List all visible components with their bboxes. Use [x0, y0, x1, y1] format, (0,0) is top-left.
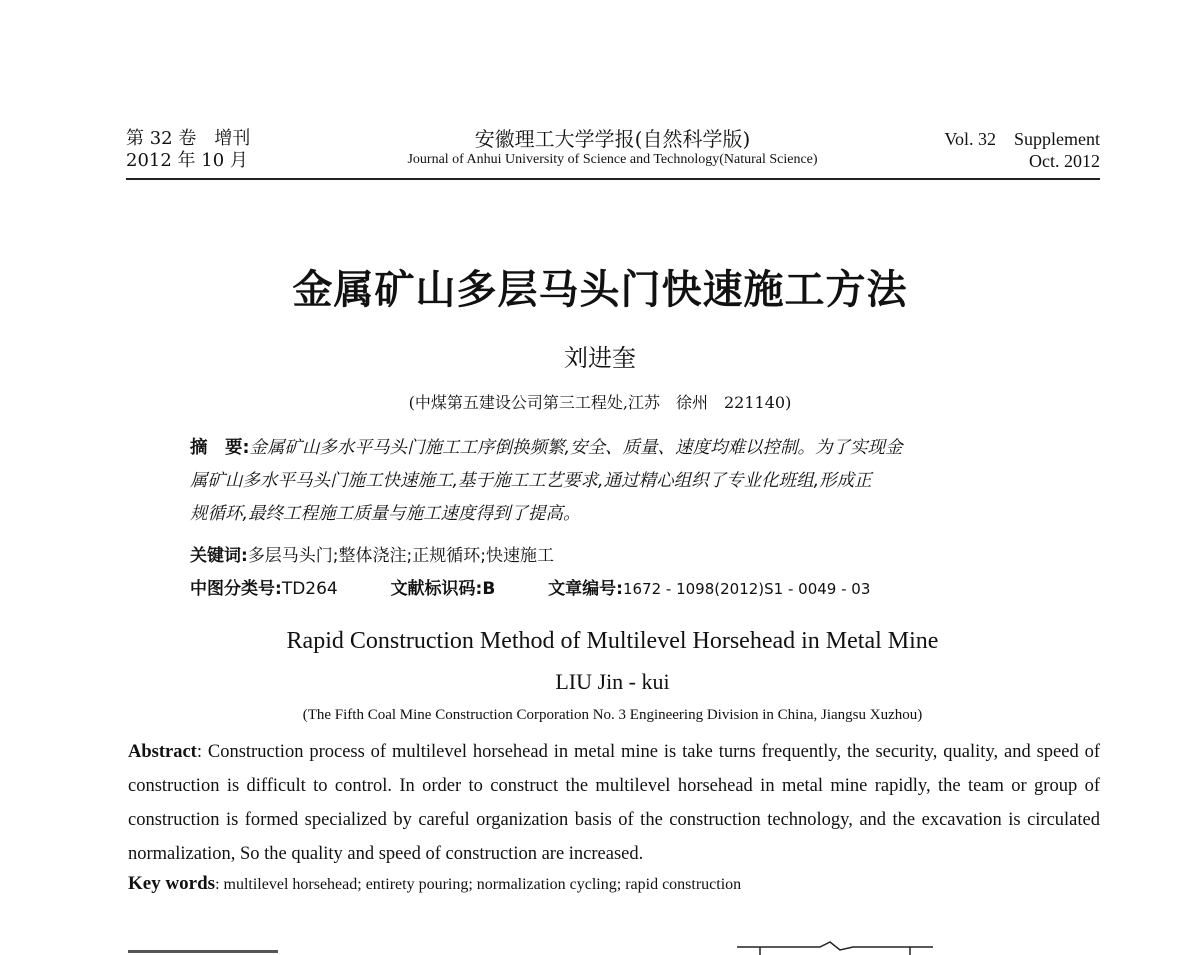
abstract-en-label: Abstract [128, 742, 197, 762]
clc-label: 中图分类号: [190, 579, 282, 599]
keywords-cn-label: 关键词: [190, 546, 248, 566]
keywords-en-label: Key words [128, 873, 216, 894]
volume-cn: 第 32 卷 增刊 [126, 128, 251, 149]
header-rule [126, 178, 1100, 180]
classification-line [190, 574, 870, 599]
doc-code-label: 文献标识码: [390, 579, 483, 599]
date-en: Oct. 2012 [1029, 151, 1100, 171]
keywords-en: Key words: multilevel horsehead; entirety pouring; normalization cycling; rapid construction [128, 873, 742, 894]
journal-title-en: Journal of Anhui University of Science and Technology(Natural Science) [407, 152, 818, 167]
abstract-cn-line-1: 摘 要:金属矿山多水平马头门施工工序倒换频繁,安全、质量、速度均难以控制。为了实现金 [190, 438, 903, 458]
article-number-value: 1672 - 1098(2012)S1 - 0049 - 03 [622, 580, 871, 598]
abstract-cn-label: 摘 要: [190, 438, 250, 458]
author-cn: 刘进奎 [564, 344, 636, 372]
affiliation-en: (The Fifth Coal Mine Construction Corporation No. 3 Engineering Division in China, Jiangsu Xuzhou) [302, 707, 923, 723]
cutoff-heading-fragment [128, 950, 278, 953]
abstract-en: Abstract: Construction process of multilevel horsehead in metal mine is take turns frequently, the security, quality, and speed of construction is difficult to control. In order to construct the multilevel horsehead in metal mine rapidly, the team or group of construction is formed specialized by careful organization basis of the construction technology, and the excavation is circulated normalization, So the quality and speed of construction are increased. [128, 742, 1100, 864]
affiliation-cn: (中煤第五建设公司第三工程处,江苏 徐州 221140) [408, 393, 792, 412]
author-en: LIU Jin - kui [555, 669, 670, 694]
doc-code-value: B [482, 579, 496, 599]
keywords-cn: 关键词:多层马头门;整体浇注;正规循环;快速施工 [190, 546, 554, 566]
abstract-cn-line-2: 属矿山多水平马头门施工快速施工,基于施工工艺要求,通过精心组织了专业化班组,形成正 [190, 471, 872, 491]
article-number-label: 文章编号: [548, 579, 623, 599]
date-cn: 2012 年 10 月 [126, 150, 248, 171]
volume-en: Vol. 32 Supplement [944, 129, 1100, 149]
abstract-cn-line-3: 规循环,最终工程施工质量与施工速度得到了提高。 [190, 504, 581, 524]
journal-title-cn: 安徽理工大学学报(自然科学版) [474, 127, 751, 151]
paper-title-en: Rapid Construction Method of Multilevel Horsehead in Metal Mine [286, 628, 939, 654]
clc-value: TD264 [281, 579, 338, 599]
paper-title-cn: 金属矿山多层马头门快速施工方法 [292, 266, 908, 313]
cutoff-figure-fragment [735, 938, 935, 955]
